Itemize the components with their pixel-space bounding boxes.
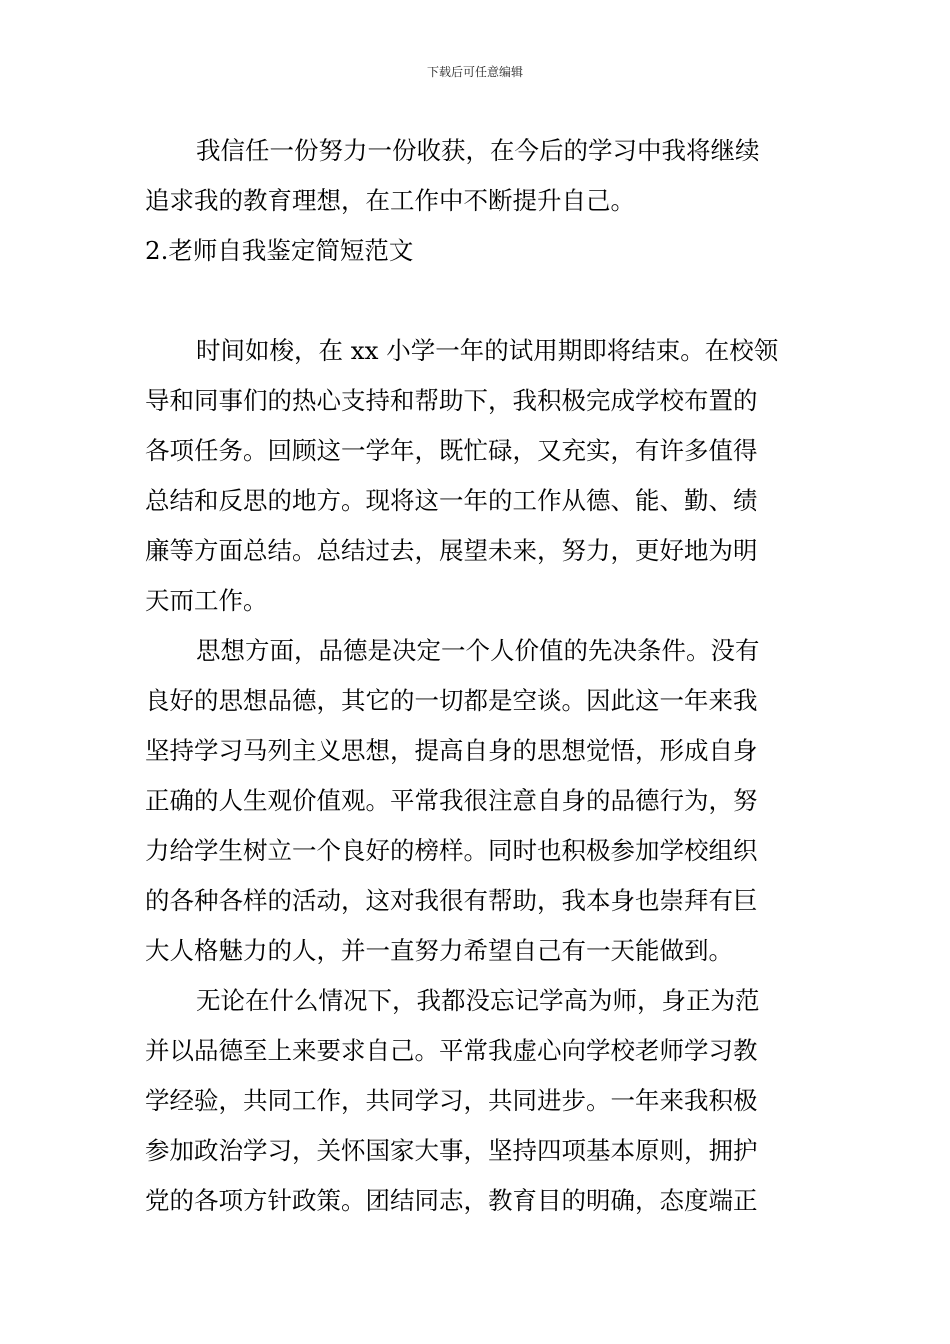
paragraph — [145, 326, 810, 626]
text-line: 无论在什么情况下，我都没忘记学高为师，身正为范 — [196, 986, 760, 1015]
text-line: 大人格魅力的人，并一直努力希望自己有一天能做到。 — [145, 936, 733, 965]
text-line: 思想方面，品德是决定一个人价值的先决条件。没有 — [196, 636, 760, 665]
blank-line — [145, 276, 810, 326]
text-line: 学经验，共同工作，共同学习，共同进步。一年来我积极 — [145, 1086, 758, 1115]
text-line: 总结和反思的地方。现将这一年的工作从德、能、勤、绩 — [145, 486, 758, 515]
text-line: 力给学生树立一个良好的榜样。同时也积极参加学校组织 — [145, 836, 758, 865]
text-line: 天而工作。 — [145, 586, 268, 615]
paragraph — [145, 626, 810, 976]
text-line: 各项任务。回顾这一学年，既忙碌，又充实，有许多值得 — [145, 436, 758, 465]
text-line: 的各种各样的活动，这对我很有帮助，我本身也崇拜有巨 — [145, 886, 758, 915]
page-header: 下载后可任意编辑 — [426, 65, 523, 79]
text-line: 良好的思想品德，其它的一切都是空谈。因此这一年来我 — [145, 686, 758, 715]
text-line: 党的各项方针政策。团结同志，教育目的明确，态度端正 — [145, 1186, 758, 1215]
text-line: 廉等方面总结。总结过去，展望未来，努力，更好地为明 — [145, 536, 758, 565]
heading-text: 2.老师自我鉴定简短范文 — [145, 236, 414, 265]
text-line: 参加政治学习，关怀国家大事，坚持四项基本原则，拥护 — [145, 1136, 758, 1165]
text-line: 坚持学习马列主义思想，提高自身的思想觉悟，形成自身 — [145, 736, 758, 765]
paragraph — [145, 976, 810, 1226]
text-line: 并以品德至上来要求自己。平常我虚心向学校老师学习教 — [145, 1036, 758, 1065]
paragraph — [145, 126, 810, 226]
document-body — [145, 126, 810, 1226]
text-line: 时间如梭，在 xx 小学一年的试用期即将结束。在校领 — [196, 336, 779, 365]
text-line: 追求我的教育理想，在工作中不断提升自己。 — [145, 186, 635, 215]
section-heading — [145, 226, 810, 276]
text-line: 我信任一份努力一份收获，在今后的学习中我将继续 — [196, 136, 760, 165]
text-line: 导和同事们的热心支持和帮助下，我积极完成学校布置的 — [145, 386, 758, 415]
text-line: 正确的人生观价值观。平常我很注意自身的品德行为，努 — [145, 786, 758, 815]
